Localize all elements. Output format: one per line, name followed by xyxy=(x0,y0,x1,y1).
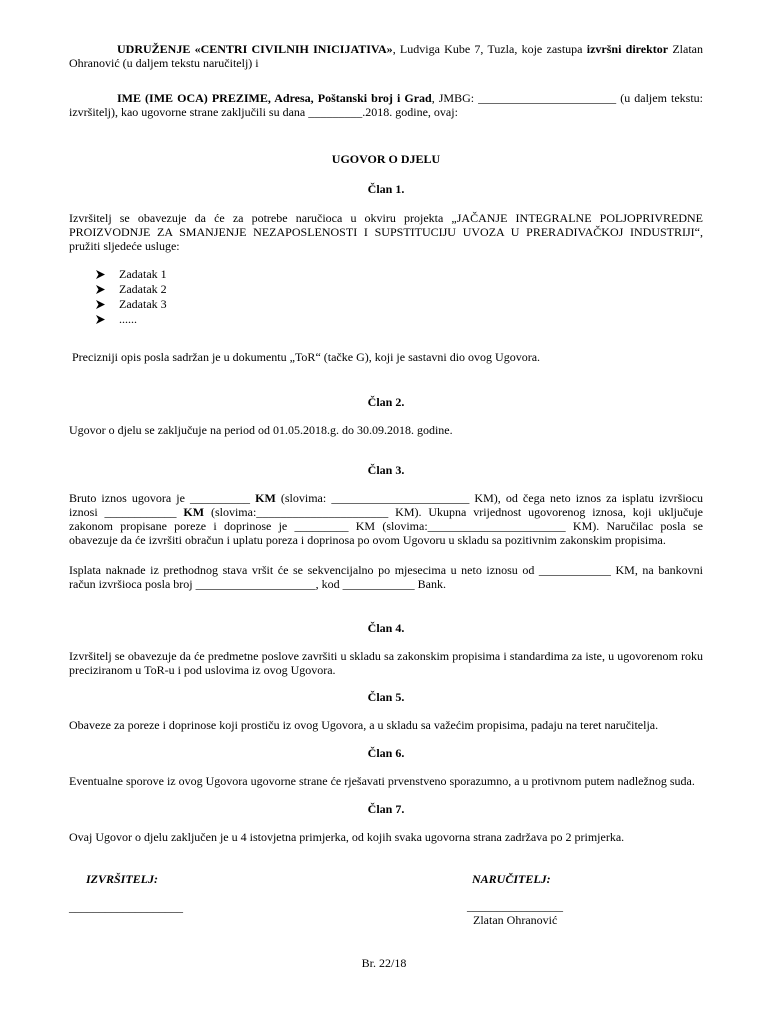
clan-7-heading: Član 7. xyxy=(367,802,405,816)
clan-6-heading: Član 6. xyxy=(367,746,405,760)
clan-4-heading: Član 4. xyxy=(367,621,405,635)
signature-line-izvrsitelj: ___________________ xyxy=(69,900,183,914)
signatory-name: Zlatan Ohranović xyxy=(473,913,558,927)
clan-3-heading: Član 3. xyxy=(367,463,405,477)
clan-5-text: Obaveze za poreze i doprinose koji prostiču iz ovog Ugovora, a u skladu sa važećim propisima, padaju na teret naručitelja. xyxy=(69,718,659,732)
party-person-name: IME (IME OCA) PREZIME, Adresa, Poštanski broj i Grad xyxy=(117,91,432,105)
list-item: Zadatak 1 xyxy=(96,267,167,282)
arrow-bullet-icon xyxy=(96,300,105,309)
document-number: Br. 22/18 xyxy=(361,956,407,970)
clan-3-paragraph-1: Bruto iznos ugovora je __________ KM (slovima: _______________________ KM), od čega neto iznos za isplatu izvršiocu iznosi ____________ KM (slovima:______________________ KM). Ukupna vrijednost ugovorenog iznosa, koji uključuje zakonom propisane poreze i doprinose je _________ KM (slovima:_______________________ KM). Naručilac posla se obavezuje da će izvršiti obračun i uplatu poreza i doprinosa po ovom Ugovoru u skladu sa pozitivnim zakonskim propisima. xyxy=(69,491,703,547)
clan-7-text: Ovaj Ugovor o djelu zaključen je u 4 istovjetna primjerka, od kojih svaka ugovorna strana zadržava po 2 primjerka. xyxy=(69,830,625,844)
clan-6-text: Eventualne sporove iz ovog Ugovora ugovorne strane će rješavati prvenstveno sporazumno, a u protivnom putem nadležnog suda. xyxy=(69,774,695,788)
clan-4-text: Izvršitelj se obavezuje da će predmetne poslove završiti u skladu sa zakonskim propisima i standardima za iste, u ugovorenom roku preciziranom u ToR-u i pod uslovima iz ovog Ugovora. xyxy=(69,649,703,677)
clan-2-text: Ugovor o djelu se zaključuje na period od 01.05.2018.g. do 30.09.2018. godine. xyxy=(69,423,453,437)
document-title: UGOVOR O DJELU xyxy=(331,152,441,166)
signature-label-izvrsitelj: IZVRŠITELJ: xyxy=(86,872,159,886)
party-role: izvršni direktor xyxy=(586,42,669,56)
clan-2-heading: Član 2. xyxy=(367,395,405,409)
party-naručitelj: UDRUŽENJE «CENTRI CIVILNIH INICIJATIVA», Ludviga Kube 7, Tuzla, koje zastupa izvršni direktor Zlatan Ohranović (u daljem tekstu naručitelj) i xyxy=(69,42,703,70)
task-list xyxy=(96,267,167,327)
clan-3-paragraph-2: Isplata naknade iz prethodnog stava vršit će se sekvencijalno po mjesecima u neto iznosu od ____________ KM, na bankovni račun izvršioca posla broj ____________________, kod ____________ Bank. xyxy=(69,563,703,591)
clan-1-text: Izvršitelj se obavezuje da će za potrebe naručioca u okviru projekta „JAČANJE INTEGRALNE POLJOPRIVREDNE PROIZVODNJE ZA SMANJENJE NEZAPOSLENOSTI I SUPSTITUCIJU UVOZA U PRERADIVAČKOJ INDUSTRIJI“, pružiti sljedeće usluge: xyxy=(69,211,703,253)
signature-line-narucitelj: ________________ xyxy=(467,899,563,913)
list-item: Zadatak 3 xyxy=(96,297,167,312)
list-item: Zadatak 2 xyxy=(96,282,167,297)
party-izvršitelj: IME (IME OCA) PREZIME, Adresa, Poštanski broj i Grad, JMBG: _______________________ (u daljem tekstu: izvršitelj), kao ugovorne strane zaključili su dana _________.2018. godine, ovaj: xyxy=(69,91,703,119)
arrow-bullet-icon xyxy=(96,285,105,294)
signature-label-narucitelj: NARUČITELJ: xyxy=(472,872,551,886)
clan-1-heading: Član 1. xyxy=(367,182,405,196)
clan-1-note: Precizniji opis posla sadržan je u dokumentu „ToR“ (tačke G), koji je sastavni dio ovog Ugovora. xyxy=(72,350,541,364)
party-org-name: UDRUŽENJE «CENTRI CIVILNIH INICIJATIVA» xyxy=(117,42,393,56)
arrow-bullet-icon xyxy=(96,270,105,279)
clan-5-heading: Član 5. xyxy=(367,690,405,704)
list-item: ...... xyxy=(96,312,167,327)
arrow-bullet-icon xyxy=(96,315,105,324)
